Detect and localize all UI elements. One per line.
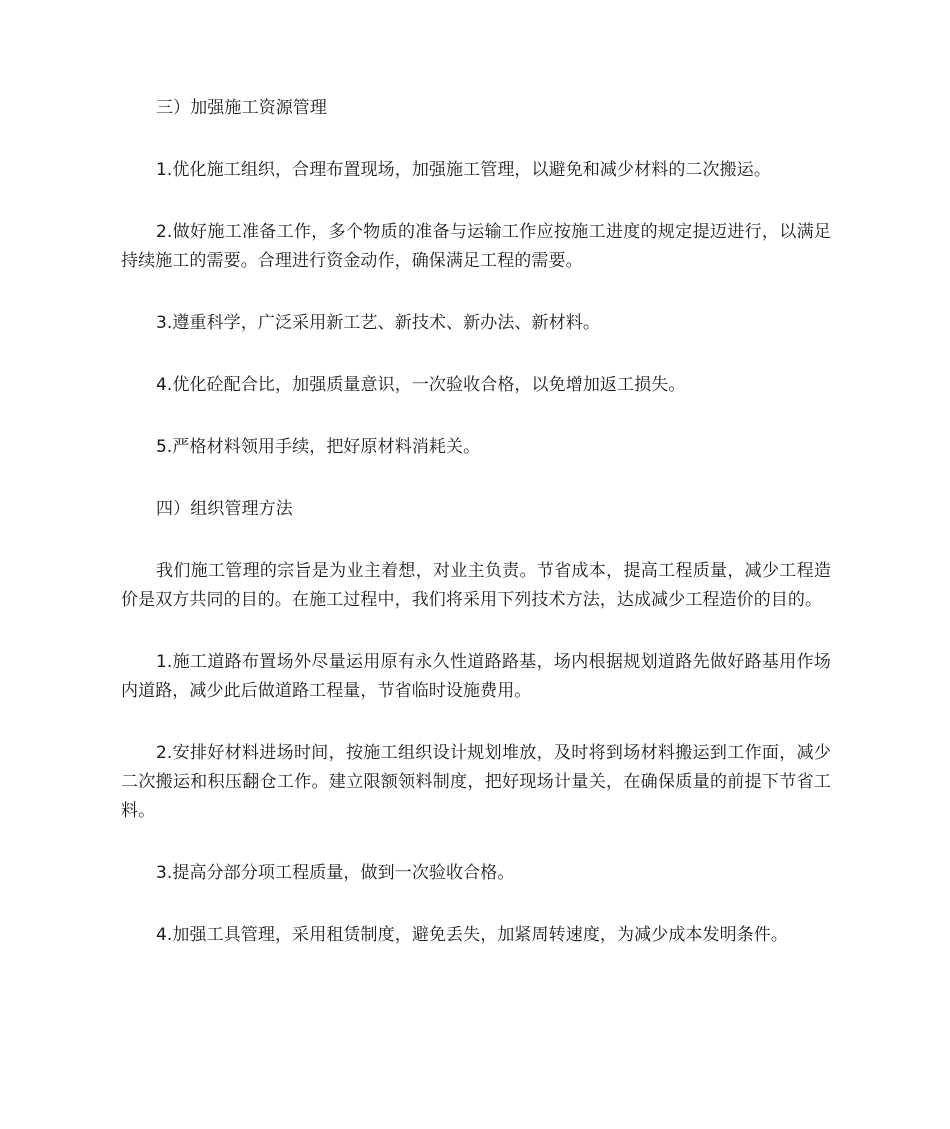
paragraph-item: 5.严格材料领用手续，把好原材料消耗关。 (156, 437, 481, 457)
paragraph-item: 4.优化砼配合比，加强质量意识，一次验收合格，以免增加返工损失。 (156, 375, 686, 395)
paragraph-item: 3.遵重科学，广泛采用新工艺、新技术、新办法、新材料。 (156, 313, 600, 333)
paragraph-item: 2.安排好材料进场时间，按施工组织设计规划堆放，及时将到场材料搬运到工作面，减少二次搬运和积压翻仓工作。建立限额领料制度，把好现场计量关，在确保质量的前提下节省工料。 (121, 743, 831, 821)
paragraph-item: 4.加强工具管理，采用租赁制度，避免丢失，加紧周转速度，为减少成本发明条件。 (156, 925, 789, 945)
section-heading-resource-management: 三）加强施工资源管理 (156, 98, 327, 118)
section-heading-organization-methods: 四）组织管理方法 (156, 499, 293, 519)
paragraph-intro: 我们施工管理的宗旨是为业主着想，对业主负责。节省成本，提高工程质量，减少工程造价是双方共同的目的。在施工过程中，我们将采用下列技术方法，达成减少工程造价的目的。 (121, 561, 831, 610)
document-body (121, 94, 831, 950)
paragraph-item: 2.做好施工准备工作，多个物质的准备与运输工作应按施工进度的规定提迈进行，以满足持续施工的需要。合理进行资金动作，确保满足工程的需要。 (121, 222, 831, 271)
paragraph-item: 1.施工道路布置场外尽量运用原有永久性道路路基，场内根据规划道路先做好路基用作场内道路，减少此后做道路工程量，节省临时设施费用。 (121, 652, 831, 701)
paragraph-item: 3.提高分部分项工程质量，做到一次验收合格。 (156, 863, 515, 883)
paragraph-item: 1.优化施工组织，合理布置现场，加强施工管理，以避免和减少材料的二次搬运。 (156, 160, 771, 180)
